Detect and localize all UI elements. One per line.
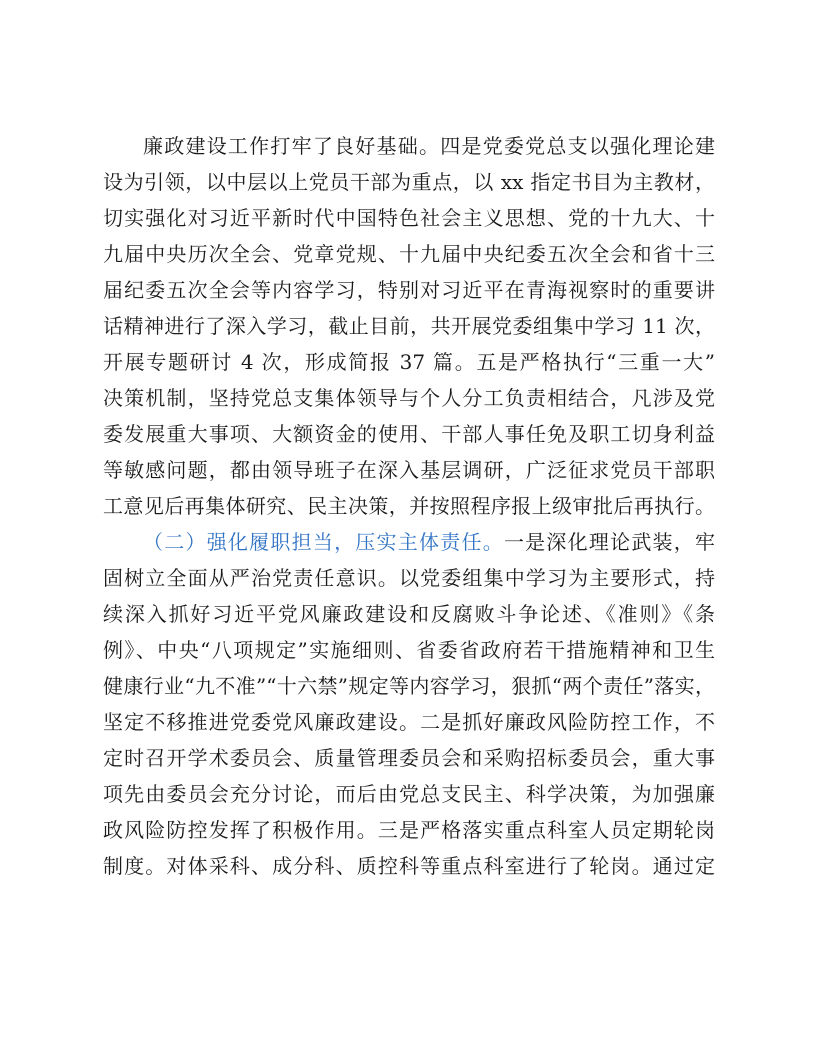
paragraph-2-line: 项先由委员会充分讨论，而后由党总支民主、科学决策，为加强廉 [103, 782, 715, 806]
paragraph-1-line: 等敏感问题，都由领导班子在深入基层调研，广泛征求党员干部职 [103, 458, 715, 482]
paragraph-2-first-line [143, 524, 715, 560]
paragraph-2-line: 政风险防控发挥了积极作用。三是严格落实重点科室人员定期轮岗 [103, 818, 715, 842]
paragraph-1-line: 廉政建设工作打牢了良好基础。四是党委党总支以强化理论建 [143, 134, 715, 158]
paragraph-2-line: 坚定不移推进党委党风廉政建设。二是抓好廉政风险防控工作，不 [103, 710, 715, 734]
paragraph-2-line: 续深入抓好习近平党风廉政建设和反腐败斗争论述、《准则》《条 [103, 602, 715, 626]
paragraph-2-first-line-text: 一是深化理论武装，牢 [503, 530, 716, 554]
paragraph-1-line: 话精神进行了深入学习，截止目前，共开展党委组集中学习 11 次， [103, 314, 715, 338]
paragraph-1-line: 九届中央历次全会、党章党规、十九届中央纪委五次全会和省十三 [103, 242, 715, 266]
paragraph-1-line: 工意见后再集体研究、民主决策，并按照程序报上级审批后再执行。 [103, 494, 715, 518]
paragraph-2-line: 定时召开学术委员会、质量管理委员会和采购招标委员会，重大事 [103, 746, 715, 770]
paragraph-1-line: 切实强化对习近平新时代中国特色社会主义思想、党的十九大、十 [103, 206, 715, 230]
section-heading: （二）强化履职担当，压实主体责任。 [143, 530, 504, 554]
paragraph-1-line: 决策机制，坚持党总支集体领导与个人分工负责相结合，凡涉及党 [103, 386, 715, 410]
paragraph-2-line: 例》、中央“八项规定”实施细则、省委省政府若干措施精神和卫生 [103, 638, 715, 662]
paragraph-1-line: 委发展重大事项、大额资金的使用、干部人事任免及职工切身利益 [103, 422, 715, 446]
paragraph-1-line: 届纪委五次全会等内容学习，特别对习近平在青海视察时的重要讲 [103, 278, 715, 302]
paragraph-2-line: 制度。对体采科、成分科、质控科等重点科室进行了轮岗。通过定 [103, 854, 715, 878]
paragraph-1-line: 开展专题研讨 4 次，形成简报 37 篇。五是严格执行“三重一大” [103, 350, 715, 374]
paragraph-2-line: 固树立全面从严治党责任意识。以党委组集中学习为主要形式，持 [103, 566, 715, 590]
paragraph-2-line: 健康行业“九不准”“十六禁”规定等内容学习，狠抓“两个责任”落实， [103, 674, 715, 698]
paragraph-1-line: 设为引领，以中层以上党员干部为重点，以 xx 指定书目为主教材， [103, 170, 715, 194]
